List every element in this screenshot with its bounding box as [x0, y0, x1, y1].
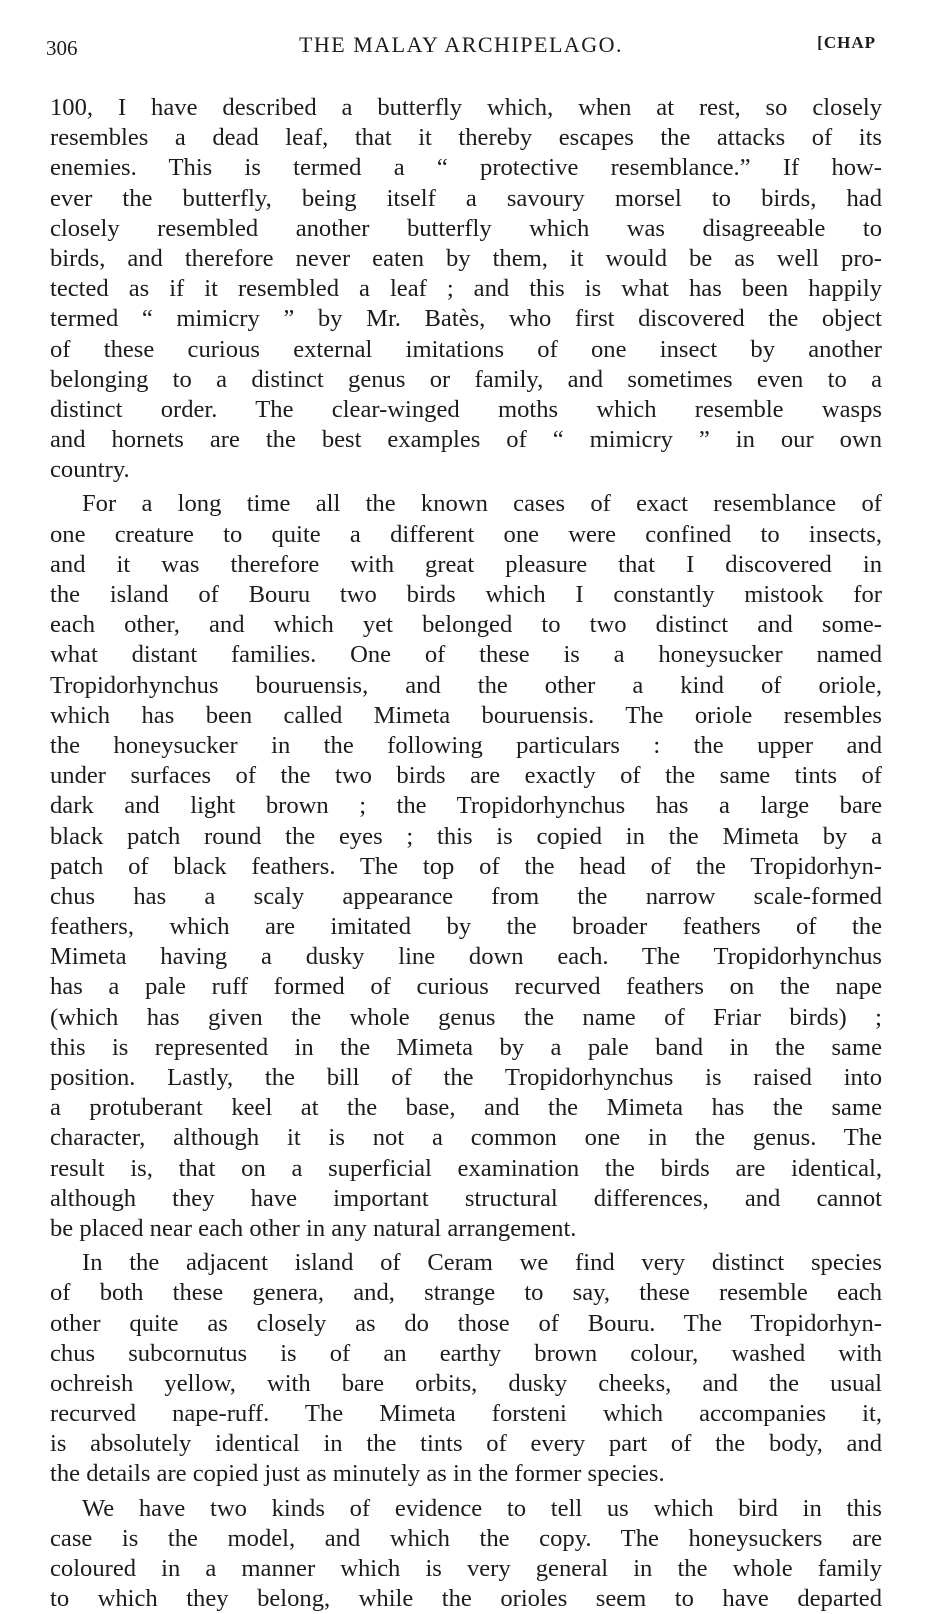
text-line: recurved nape-ruff. The Mimeta forsteni which accompanies it,	[50, 1400, 882, 1428]
text-line: and it was therefore with great pleasure that I discovered in	[50, 550, 882, 578]
text-line: chus subcornutus is of an earthy brown colour, washed with	[50, 1339, 882, 1367]
paragraph	[50, 93, 882, 485]
text-line: country.	[50, 456, 130, 484]
text-line: termed “ mimicry ” by Mr. Batès, who first discovered the object	[50, 305, 882, 333]
text-line: and hornets are the best examples of “ mimicry ” in our own	[50, 426, 882, 454]
text-line: the island of Bouru two birds which I constantly mistook for	[50, 581, 882, 608]
paragraph	[50, 489, 882, 1244]
text-line: chus has a scaly appearance from the narrow scale-formed	[50, 882, 882, 910]
text-line: ochreish yellow, with bare orbits, dusky cheeks, and the usual	[50, 1369, 882, 1397]
text-line: ever the butterfly, being itself a savoury morsel to birds, had	[50, 184, 882, 212]
page-header	[46, 30, 876, 64]
paragraph	[50, 1494, 882, 1614]
text-line: black patch round the eyes ; this is copied in the Mimeta by a	[50, 822, 882, 850]
text-line: tected as if it resembled a leaf ; and this is what has been happily	[50, 275, 882, 303]
text-line: what distant families. One of these is a honeysucker named	[50, 641, 882, 669]
text-line: a protuberant keel at the base, and the Mimeta has the same	[50, 1094, 882, 1122]
text-line: the details are copied just as minutely as in the former species.	[50, 1460, 665, 1488]
text-line: patch of black feathers. The top of the head of the Tropidorhyn-	[50, 852, 882, 880]
paragraph	[50, 1248, 882, 1490]
text-line: belonging to a distinct genus or family, and sometimes even to a	[50, 365, 882, 393]
text-line: feathers, which are imitated by the broader feathers of the	[50, 913, 882, 941]
text-line: We have two kinds of evidence to tell us which bird in this	[82, 1494, 882, 1522]
text-line: of these curious external imitations of one insect by another	[50, 335, 882, 363]
text-line: case is the model, and which the copy. The honeysuckers are	[50, 1524, 882, 1552]
text-line: has a pale ruff formed of curious recurved feathers on the nape	[50, 973, 882, 1001]
text-line: For a long time all the known cases of exact resemblance of	[82, 490, 882, 518]
running-title: THE MALAY ARCHIPELAGO.	[298, 32, 624, 57]
text-line: coloured in a manner which is very general in the whole family	[50, 1555, 882, 1582]
text-line: which has been called Mimeta bouruensis. The oriole resembles	[50, 701, 882, 729]
text-line: although they have important structural differences, and cannot	[50, 1184, 882, 1212]
page-number: 306	[46, 36, 78, 60]
text-line: dark and light brown ; the Tropidorhynchus has a large bare	[50, 792, 882, 820]
text-line: distinct order. The clear-winged moths which resemble wasps	[50, 395, 882, 423]
text-line: is absolutely identical in the tints of every part of the body, and	[50, 1430, 882, 1458]
text-line: In the adjacent island of Ceram we find very distinct species	[82, 1249, 882, 1277]
text-line: birds, and therefore never eaten by them, it would be as well pro-	[50, 244, 882, 272]
text-line: closely resembled another butterfly which was disagreeable to	[50, 214, 882, 242]
text-line: enemies. This is termed a “ protective resemblance.” If how-	[50, 154, 882, 182]
text-line: 100, I have described a butterfly which, when at rest, so closely	[50, 94, 882, 121]
text-line: to which they belong, while the orioles seem to have departed	[50, 1585, 882, 1613]
chapter-mark: [CHAP	[817, 33, 876, 52]
text-line: position. Lastly, the bill of the Tropidorhynchus is raised into	[50, 1064, 882, 1091]
text-line: of both these genera, and, strange to say, these resemble each	[50, 1279, 882, 1307]
text-line: Tropidorhynchus bouruensis, and the other a kind of oriole,	[50, 671, 882, 699]
text-line: other quite as closely as do those of Bouru. The Tropidorhyn-	[50, 1309, 882, 1337]
text-line: under surfaces of the two birds are exactly of the same tints of	[50, 762, 882, 790]
text-line: the honeysucker in the following particulars : the upper and	[50, 731, 882, 759]
text-line: (which has given the whole genus the name of Friar birds) ;	[50, 1003, 882, 1031]
text-line: Mimeta having a dusky line down each. The Tropidorhynchus	[50, 943, 882, 971]
text-line: result is, that on a superficial examination the birds are identical,	[50, 1154, 882, 1182]
text-line: be placed near each other in any natural arrangement.	[50, 1214, 577, 1242]
text-line: resembles a dead leaf, that it thereby escapes the attacks of its	[50, 124, 882, 152]
text-line: this is represented in the Mimeta by a pale band in the same	[50, 1033, 882, 1061]
text-line: each other, and which yet belonged to two distinct and some-	[50, 611, 882, 639]
body-text	[50, 93, 882, 1614]
text-line: character, although it is not a common one in the genus. The	[50, 1124, 882, 1152]
text-line: one creature to quite a different one were confined to insects,	[50, 520, 882, 548]
